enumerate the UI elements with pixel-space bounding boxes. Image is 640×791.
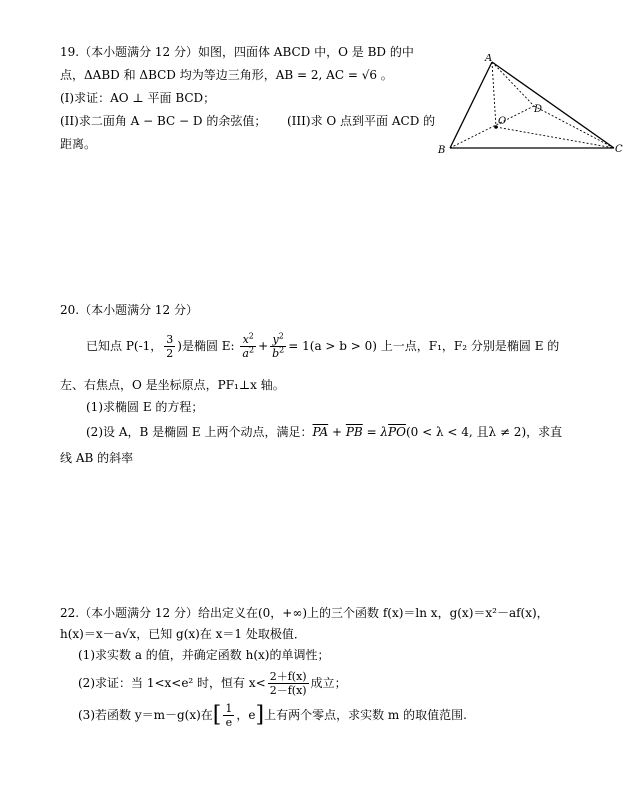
tetrahedron-diagram	[436, 54, 626, 164]
q19-line3: (I)求证：AO ⊥ 平面 BCD；	[60, 91, 216, 105]
q22-l5mid: ，e	[236, 708, 256, 722]
ellipse-y-term: $\frac{y^2}{b^2}$	[272, 331, 285, 360]
q22-l4b: 成立；	[310, 676, 347, 690]
q20-line3: (1)求椭圆 E 的方程；	[86, 400, 204, 414]
q22-l4-fraction: $\frac{2+f(x)}{2-f(x)}$	[269, 670, 307, 697]
q19-line5: 距离。	[60, 137, 97, 151]
q19-line1: 19.（本小题满分 12 分）如图，四面体 ABCD 中，O 是 BD 的中	[60, 45, 414, 59]
ellipse-x-term: $\frac{x^2}{a^2}$	[242, 331, 255, 360]
q22-line2: h(x)＝x－a√x，已知 g(x)在 x＝1 处取极值．	[60, 627, 306, 641]
q20-line5: 线 AB 的斜率	[60, 451, 134, 465]
q20-l1b: )是椭圆 E:	[177, 339, 235, 353]
q22-line3: (1)求实数 a 的值，并确定函数 h(x)的单调性；	[78, 648, 330, 662]
q22-l5b: 上有两个零点，求实数 m 的取值范围.	[264, 708, 467, 722]
label-B: B	[438, 145, 446, 156]
q19-line2: 点，ΔABD 和 ΔBCD 均为等边三角形，AB = 2, AC = √6 。	[60, 68, 393, 82]
q22-line5: (3)若函数 y＝m－g(x)在[ $\frac{1}{e}$ ，e]上有两个零点，求实数 m 的取值范围.	[78, 702, 467, 729]
q22-line4	[78, 666, 347, 700]
q20-fraction: $\frac{3}{2}$	[166, 333, 174, 360]
label-D: D	[534, 104, 543, 115]
q19-line4b: (III)求 O 点到平面 ACD 的	[287, 114, 436, 128]
q20-line2: 左、右焦点，O 是坐标原点，PF₁⊥x 轴。	[60, 378, 285, 392]
q19-line4a: (II)求二面角 A − BC − D 的余弦值；	[60, 114, 267, 128]
q20-l1c: = 1(a > b > 0) 上一点，F₁，F₂ 分别是椭圆 E 的	[288, 339, 560, 353]
q20-line1: 已知点 P(-1， $\frac{3}{2}$ )是椭圆 E: $\frac{x^2}{a^2}$ + $\frac{y^2}{b^2}$ = 1(a > b > 0) 上一点，F₁，F₂ 分别是椭圆 E 的	[86, 331, 560, 360]
q20-line4	[86, 424, 562, 441]
q20-l4c: (0 < λ < 4, 且λ ≠ 2)，求直	[405, 425, 563, 439]
q22-l5-fraction: $\frac{1}{e}$	[225, 702, 233, 729]
label-O: O	[498, 116, 507, 127]
label-A: A	[485, 54, 493, 64]
q20-header: 20.（本小题满分 12 分）	[60, 303, 198, 317]
q22-l5a: (3)若函数 y＝m－g(x)在	[78, 708, 213, 722]
q20-l4a: (2)设 A，B 是椭圆 E 上两个动点，满足：	[86, 425, 313, 439]
label-C: C	[615, 144, 623, 155]
q22-line1: 22.（本小题满分 12 分）给出定义在(0，+∞)上的三个函数 f(x)＝ln x，g(x)＝x²－af(x)，	[60, 606, 549, 620]
vector-equation: $\overline{PA} + \overline{PB} = \lambda\overline{PO}$	[312, 425, 406, 439]
q22-l4a: (2)求证：当 1<x<e² 时，恒有 x<	[78, 676, 266, 690]
q20-l1a: 已知点 P(-1，	[86, 339, 163, 353]
